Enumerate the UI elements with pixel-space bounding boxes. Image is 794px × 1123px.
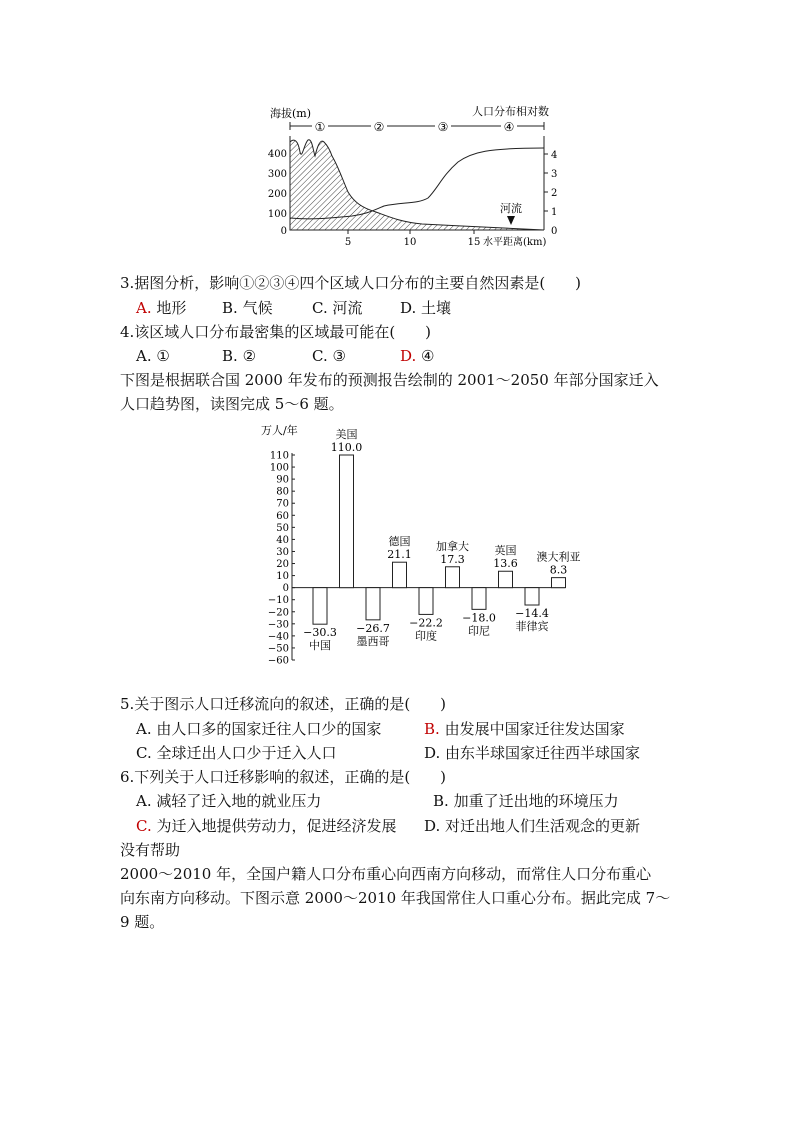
y-tick-label: 60 bbox=[276, 510, 289, 522]
q5-option-d-letter: D. bbox=[424, 744, 441, 762]
y-tick-label: −10 bbox=[267, 595, 289, 607]
bar-category-label: 菲律宾 bbox=[515, 620, 549, 634]
q3-option-a-text: 地形 bbox=[156, 299, 187, 317]
bar-value-label: 8.3 bbox=[549, 563, 568, 577]
q5-stem: 5.关于图示人口迁移流向的叙述，正确的是( ) bbox=[120, 695, 447, 713]
q5-option-c-text: 全球迁出人口少于迁入人口 bbox=[156, 744, 337, 762]
bar-category-label: 英国 bbox=[494, 544, 517, 558]
x-tick-5: 5 bbox=[344, 237, 352, 248]
left-tick-400: 400 bbox=[267, 149, 287, 160]
y-tick-label: 110 bbox=[269, 450, 289, 462]
q4-option-b-text: ② bbox=[242, 347, 257, 365]
q3-option-b-letter: B. bbox=[222, 299, 238, 317]
y-tick-label: −40 bbox=[267, 631, 289, 643]
q5-option-b[interactable] bbox=[424, 718, 625, 740]
x-tick-15: 15 bbox=[467, 237, 481, 248]
bar-印尼 bbox=[472, 588, 486, 610]
q6-option-d[interactable] bbox=[424, 815, 640, 837]
y-tick-label: 70 bbox=[276, 498, 289, 510]
q6-option-b[interactable] bbox=[433, 790, 619, 812]
elevation-population-chart bbox=[262, 100, 562, 250]
q6-stem: 6.下列关于人口迁移影响的叙述，正确的是( ) bbox=[120, 768, 447, 786]
terrain-profile bbox=[290, 140, 544, 230]
bar-category-label: 美国 bbox=[335, 428, 358, 441]
q5-option-b-text: 由发展中国家迁往发达国家 bbox=[444, 720, 625, 738]
y-tick-label: −20 bbox=[267, 607, 289, 619]
q6-option-c[interactable] bbox=[136, 815, 397, 837]
y-tick-label: 40 bbox=[276, 534, 289, 546]
left-tick-200: 200 bbox=[267, 189, 287, 200]
right-tick-2: 2 bbox=[551, 188, 558, 199]
y-tick-label: 50 bbox=[276, 522, 289, 534]
right-tick-1: 1 bbox=[551, 207, 558, 218]
bar-chart-ylabel: 万人/年 bbox=[261, 424, 298, 437]
intro2-line1: 下图是根据联合国 2000 年发布的预测报告绘制的 2001～2050 年部分国家迁入 bbox=[120, 371, 659, 389]
x-axis-label: 水平距离(km) bbox=[483, 237, 547, 248]
q3-option-c-letter: C. bbox=[312, 299, 328, 317]
y-tick-label: −50 bbox=[267, 643, 289, 655]
bar-印度 bbox=[419, 588, 433, 615]
y-tick-label: 80 bbox=[276, 486, 289, 498]
q5-option-c-letter: C. bbox=[136, 744, 152, 762]
right-tick-3: 3 bbox=[551, 169, 558, 180]
river-label: 河流 bbox=[500, 202, 522, 215]
q3-option-b[interactable] bbox=[222, 297, 273, 319]
q4-option-c[interactable] bbox=[312, 345, 346, 367]
q5-option-d[interactable] bbox=[424, 742, 640, 764]
intro3-line1: 2000～2010 年，全国户籍人口分布重心向西南方向移动，而常住人口分布重心 bbox=[120, 865, 652, 883]
q6-option-b-letter: B. bbox=[433, 792, 449, 810]
bar-加拿大 bbox=[446, 567, 460, 588]
q5-option-a-text: 由人口多的国家迁往人口少的国家 bbox=[156, 720, 382, 738]
bar-德国 bbox=[393, 562, 407, 587]
q3-option-d-letter: D. bbox=[400, 299, 417, 317]
region-marker-1: ① bbox=[314, 120, 326, 134]
q5-option-c[interactable] bbox=[136, 742, 337, 764]
left-tick-300: 300 bbox=[267, 169, 287, 180]
bar-澳大利亚 bbox=[552, 578, 566, 588]
bar-value-label: −30.3 bbox=[303, 626, 337, 640]
y-tick-label: 100 bbox=[269, 462, 289, 474]
bar-category-label: 澳大利亚 bbox=[536, 550, 581, 564]
y-tick-label: 10 bbox=[276, 571, 289, 583]
q6-option-d-continuation: 没有帮助 bbox=[120, 841, 181, 859]
q4-stem: 4.该区域人口分布最密集的区域最可能在( ) bbox=[120, 323, 432, 341]
q4-option-b[interactable] bbox=[222, 345, 256, 367]
bar-category-label: 印度 bbox=[415, 629, 437, 643]
bar-value-label: −18.0 bbox=[462, 611, 496, 625]
y-tick-label: 90 bbox=[276, 474, 289, 486]
right-axis-label: 人口分布相对数 bbox=[472, 105, 549, 118]
right-tick-4: 4 bbox=[551, 150, 558, 161]
q4-option-a[interactable] bbox=[136, 345, 170, 367]
region-marker-2: ② bbox=[373, 120, 385, 134]
bar-墨西哥 bbox=[366, 588, 380, 620]
q3-option-a-letter: A. bbox=[136, 299, 152, 317]
q5-option-a-letter: A. bbox=[136, 720, 152, 738]
q3-stem: 3.据图分析，影响①②③④四个区域人口分布的主要自然因素是( ) bbox=[120, 274, 582, 292]
q6-option-c-letter: C. bbox=[136, 817, 152, 835]
bar-value-label: 21.1 bbox=[387, 548, 412, 562]
q4-option-c-text: ③ bbox=[332, 347, 346, 365]
right-tick-0: 0 bbox=[551, 226, 558, 237]
q4-option-d-text: ④ bbox=[421, 347, 435, 365]
bar-category-label: 印尼 bbox=[468, 624, 490, 638]
bar-菲律宾 bbox=[525, 588, 539, 605]
q6-option-a[interactable] bbox=[136, 790, 321, 812]
q3-option-c[interactable] bbox=[312, 297, 363, 319]
q4-option-a-letter: A. bbox=[136, 347, 152, 365]
x-tick-10: 10 bbox=[403, 237, 417, 248]
q5-option-a[interactable] bbox=[136, 718, 381, 740]
bar-category-label: 墨西哥 bbox=[356, 634, 390, 648]
bar-value-label: 110.0 bbox=[330, 441, 363, 454]
q5-option-d-text: 由东半球国家迁往西半球国家 bbox=[445, 744, 641, 762]
y-tick-label: 0 bbox=[282, 583, 289, 595]
migration-bar-chart bbox=[255, 420, 581, 670]
left-axis-label: 海拔(m) bbox=[270, 107, 312, 120]
left-tick-100: 100 bbox=[267, 209, 287, 220]
bar-value-label: −26.7 bbox=[356, 621, 390, 635]
q3-option-d-text: 土壤 bbox=[421, 299, 452, 317]
q6-option-a-text: 减轻了迁入地的就业压力 bbox=[156, 792, 322, 810]
q6-option-c-text: 为迁入地提供劳动力，促进经济发展 bbox=[156, 817, 397, 835]
q6-option-d-text: 对迁出地人们生活观念的更新 bbox=[445, 817, 641, 835]
bar-category-label: 中国 bbox=[309, 639, 331, 653]
y-tick-label: −30 bbox=[267, 619, 289, 631]
bar-英国 bbox=[499, 571, 513, 587]
region-marker-4: ④ bbox=[503, 120, 515, 134]
q6-option-b-text: 加重了迁出地的环境压力 bbox=[453, 792, 619, 810]
bar-value-label: 17.3 bbox=[440, 552, 465, 566]
bar-中国 bbox=[313, 588, 327, 625]
bar-value-label: −14.4 bbox=[515, 607, 549, 621]
bar-category-label: 德国 bbox=[388, 535, 411, 549]
intro3-line3: 9 题。 bbox=[120, 913, 165, 931]
bar-value-label: −22.2 bbox=[409, 616, 443, 630]
q4-option-b-letter: B. bbox=[222, 347, 238, 365]
q5-option-b-letter: B. bbox=[424, 720, 440, 738]
q4-option-d-letter: D. bbox=[400, 347, 417, 365]
intro3-line2: 向东南方向移动。下图示意 2000～2010 年我国常住人口重心分布。据此完成 7～ bbox=[120, 889, 671, 907]
q4-option-d[interactable] bbox=[400, 345, 435, 367]
bar-value-label: 13.6 bbox=[493, 557, 518, 571]
intro2-line2: 人口趋势图，读图完成 5～6 题。 bbox=[120, 395, 344, 413]
q6-option-d-letter: D. bbox=[424, 817, 441, 835]
y-tick-label: 20 bbox=[276, 559, 289, 571]
q3-option-c-text: 河流 bbox=[332, 299, 363, 317]
y-tick-label: 30 bbox=[276, 546, 289, 558]
bar-美国 bbox=[340, 455, 354, 588]
q3-option-b-text: 气候 bbox=[242, 299, 273, 317]
q4-option-c-letter: C. bbox=[312, 347, 328, 365]
river-arrow-icon bbox=[507, 216, 515, 225]
q3-option-a[interactable] bbox=[136, 297, 186, 319]
q3-option-d[interactable] bbox=[400, 297, 451, 319]
bar-category-label: 加拿大 bbox=[436, 539, 469, 553]
q4-option-a-text: ① bbox=[156, 347, 170, 365]
region-marker-3: ③ bbox=[437, 120, 449, 134]
y-tick-label: −60 bbox=[267, 655, 289, 667]
q6-option-a-letter: A. bbox=[136, 792, 152, 810]
left-tick-0: 0 bbox=[280, 226, 287, 237]
